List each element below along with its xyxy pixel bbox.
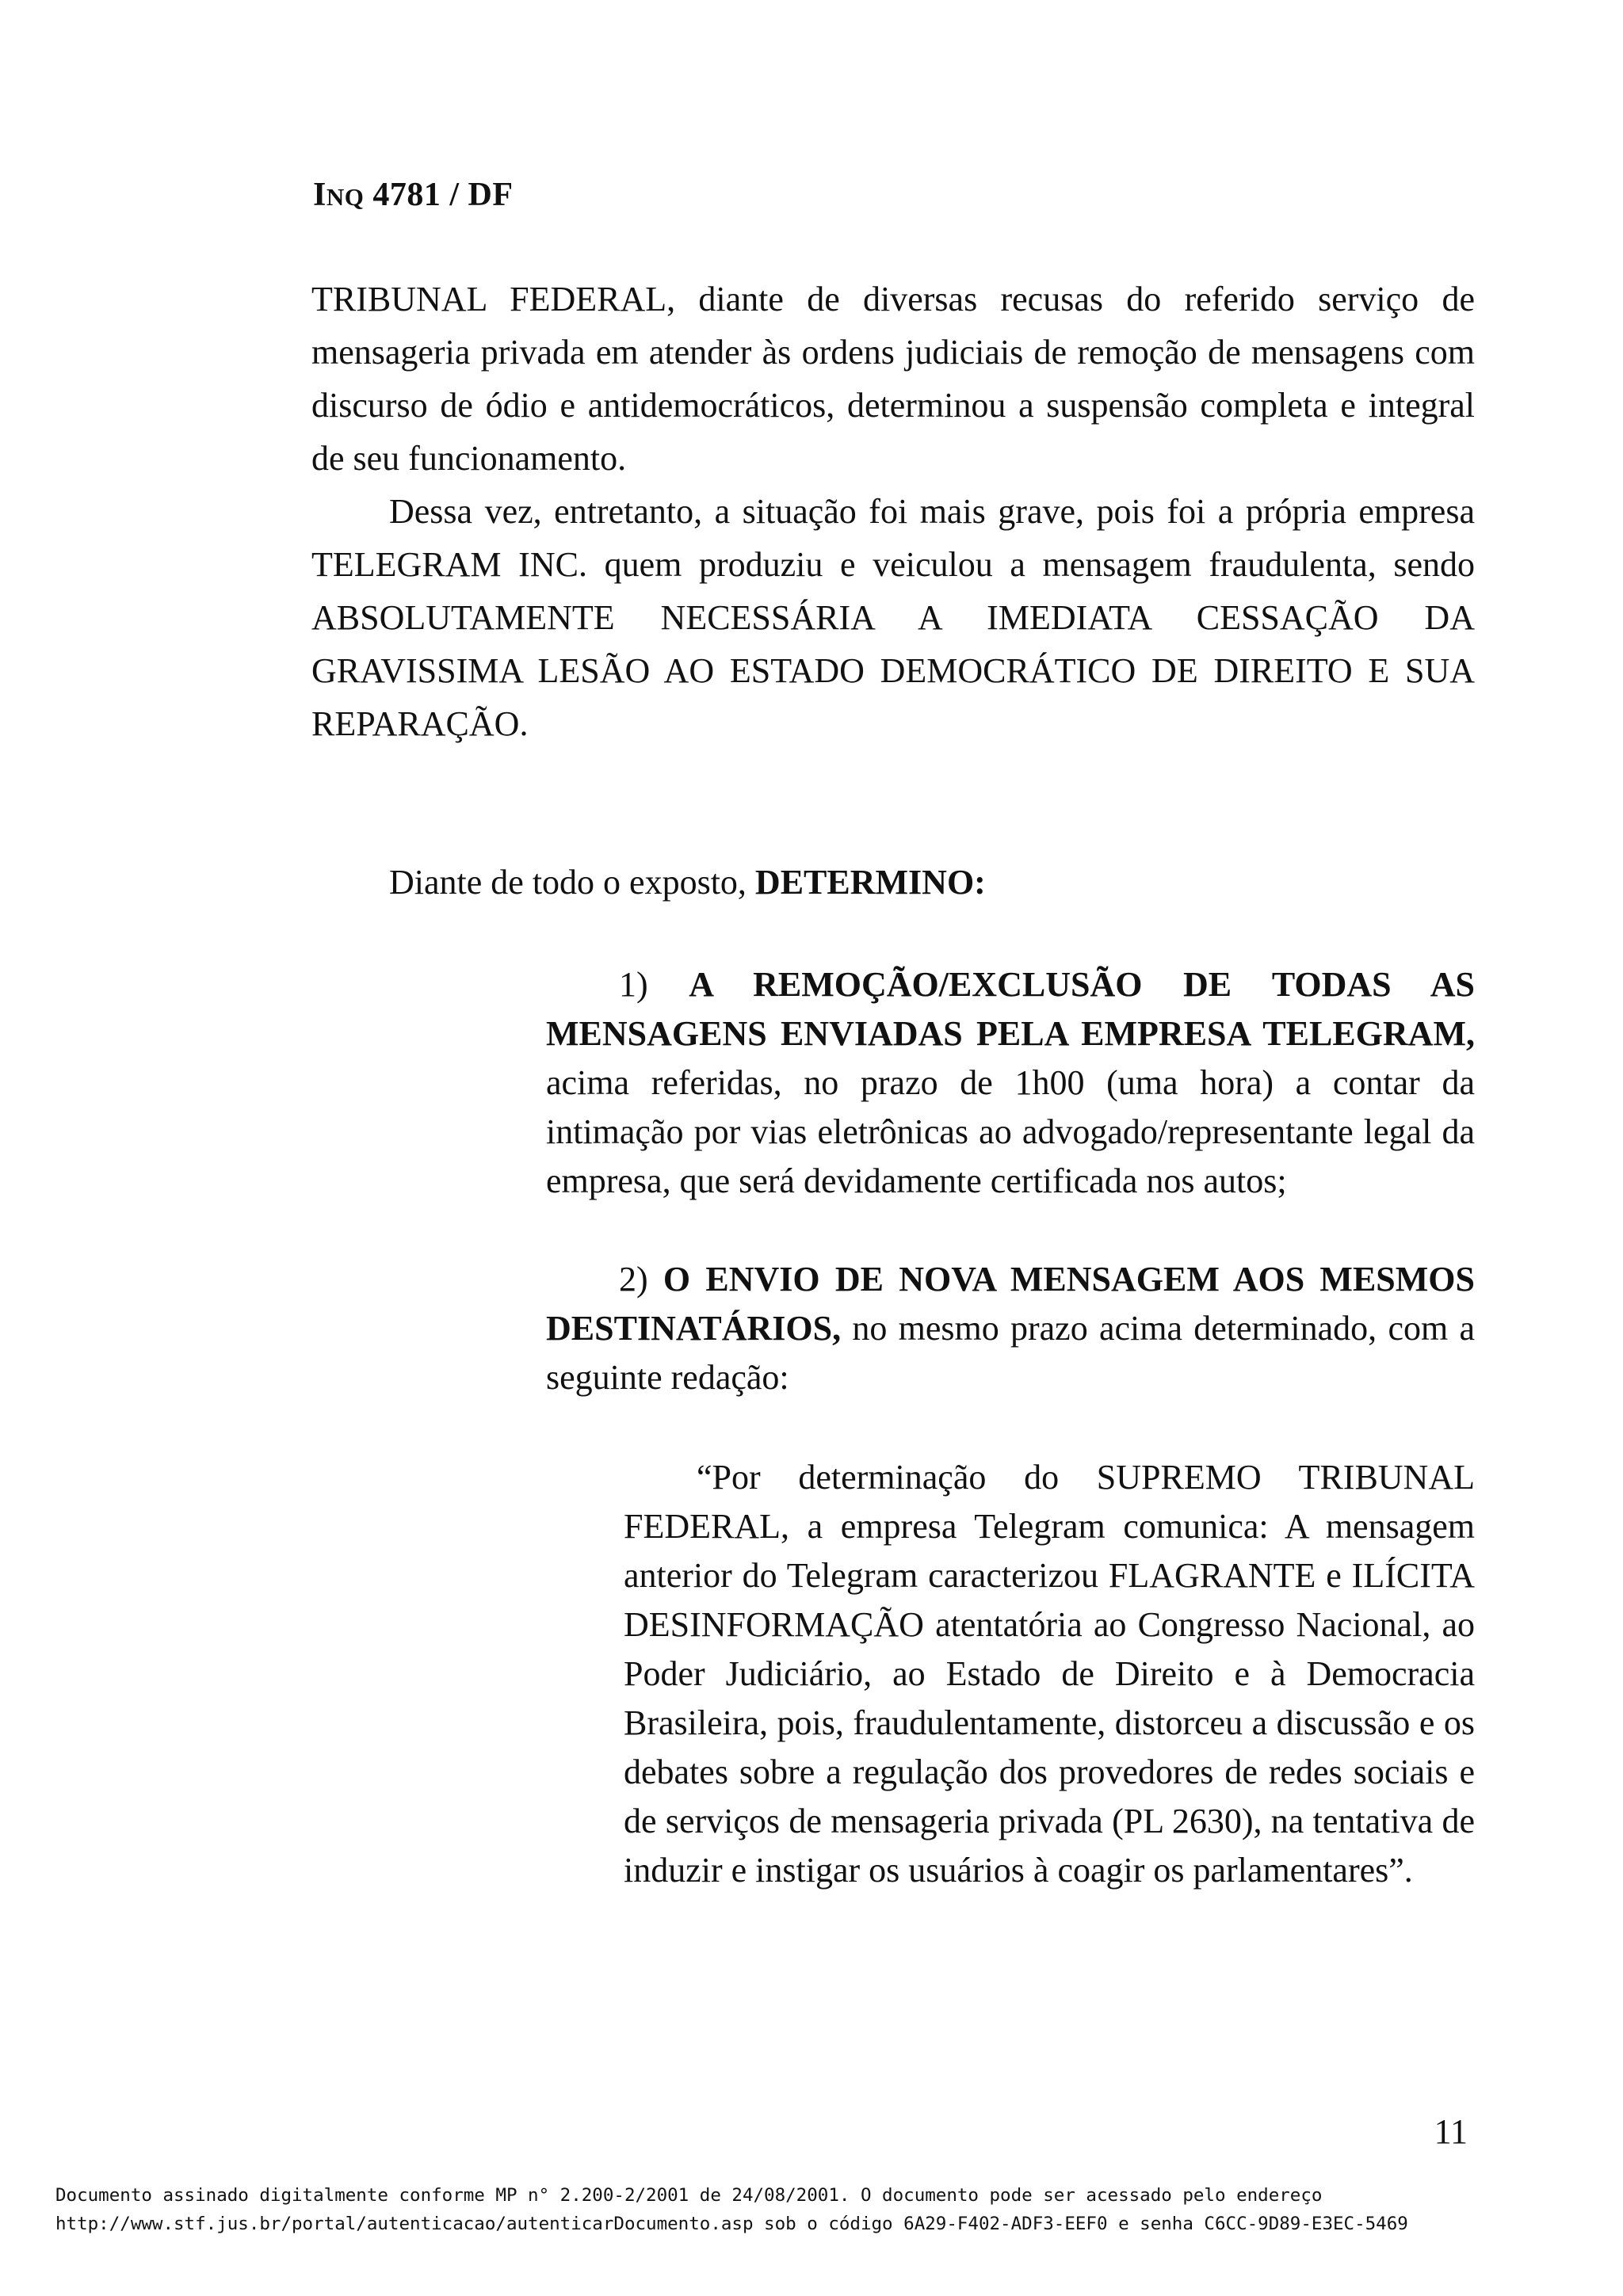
footer-line-1: Documento assinado digitalmente conforme MP n° 2.200-2/2001 de 24/08/2001. O documento pode ser acessado pelo endereço bbox=[55, 2185, 1323, 2206]
case-header-number: 4781 / DF bbox=[364, 177, 514, 213]
paragraph-tribunal: TRIBUNAL FEDERAL, diante de diversas recusas do referido serviço de mensageria privada em atender às ordens judiciais de remoção de mensagens com discurso de ódio e antidemocráticos, determinou a suspensão completa e integral de seu funcionamento. bbox=[311, 280, 1475, 478]
order-item-2 bbox=[546, 1255, 1475, 1402]
footer-line-2: http://www.stf.jus.br/portal/autenticacao/autenticarDocumento.asp sob o código 6A29-F402-ADF3-EEF0 e senha C6CC-9D89-E3EC-5469 bbox=[55, 2214, 1408, 2234]
page-number: 11 bbox=[1434, 2112, 1468, 2151]
determino-heading bbox=[389, 856, 986, 909]
telegram-message-quote bbox=[624, 1453, 1475, 1895]
determino-lead: Diante de todo o exposto, bbox=[389, 863, 755, 902]
determino-bold: DETERMINO: bbox=[754, 863, 986, 902]
paragraph-telegram: Dessa vez, entretanto, a situação foi mais grave, pois foi a própria empresa TELEGRAM INC. quem produziu e veiculou a mensagem fraudulenta, sendo ABSOLUTAMENTE NECESSÁRIA A IMEDIATA CESSAÇÃO DA GRAVISSIMA LESÃO AO ESTADO DEMOCRÁTICO DE DIREITO E SUA REPARAÇÃO. bbox=[311, 492, 1475, 743]
case-header-abbrev: NQ bbox=[326, 183, 365, 211]
order-item-2-text: no mesmo prazo acima determinado, com a seguinte redação: bbox=[546, 1309, 1475, 1397]
case-header-initial: I bbox=[313, 177, 327, 213]
order-item-2-bold: O ENVIO DE NOVA MENSAGEM AOS MESMOS DESTINATÁRIOS, bbox=[546, 1260, 1475, 1348]
signature-footer bbox=[55, 2181, 1408, 2238]
quote-indent bbox=[624, 1458, 697, 1497]
case-header bbox=[313, 176, 514, 214]
quote-text: “Por determinação do SUPREMO TRIBUNAL FEDERAL, a empresa Telegram comunica: A mensagem anterior do Telegram caracterizou FLAGRANTE e ILÍCITA DESINFORMAÇÃO atentatória ao Congresso Nacional, ao Poder Judiciário, ao Estado de Direito e à Democracia Brasileira, pois, fraudulentamente, distorceu a discussão e os debates sobre a regulação dos provedores de redes sociais e de serviços de mensageria privada (PL 2630), na tentativa de induzir e instigar os usuários à coagir os parlamentares”. bbox=[624, 1458, 1475, 1890]
order-item-2-number: 2) bbox=[619, 1260, 663, 1299]
order-item-1 bbox=[546, 960, 1475, 1206]
order-item-1-number: 1) bbox=[619, 965, 689, 1004]
order-item-1-bold: A REMOÇÃO/EXCLUSÃO DE TODAS AS MENSAGENS ENVIADAS PELA EMPRESA TELEGRAM, bbox=[546, 965, 1475, 1053]
body-text bbox=[311, 273, 1475, 750]
order-item-1-text: acima referidas, no prazo de 1h00 (uma hora) a contar da intimação por vias eletrônicas ao advogado/representante legal da empresa, que será devidamente certificada nos autos; bbox=[546, 1063, 1475, 1200]
